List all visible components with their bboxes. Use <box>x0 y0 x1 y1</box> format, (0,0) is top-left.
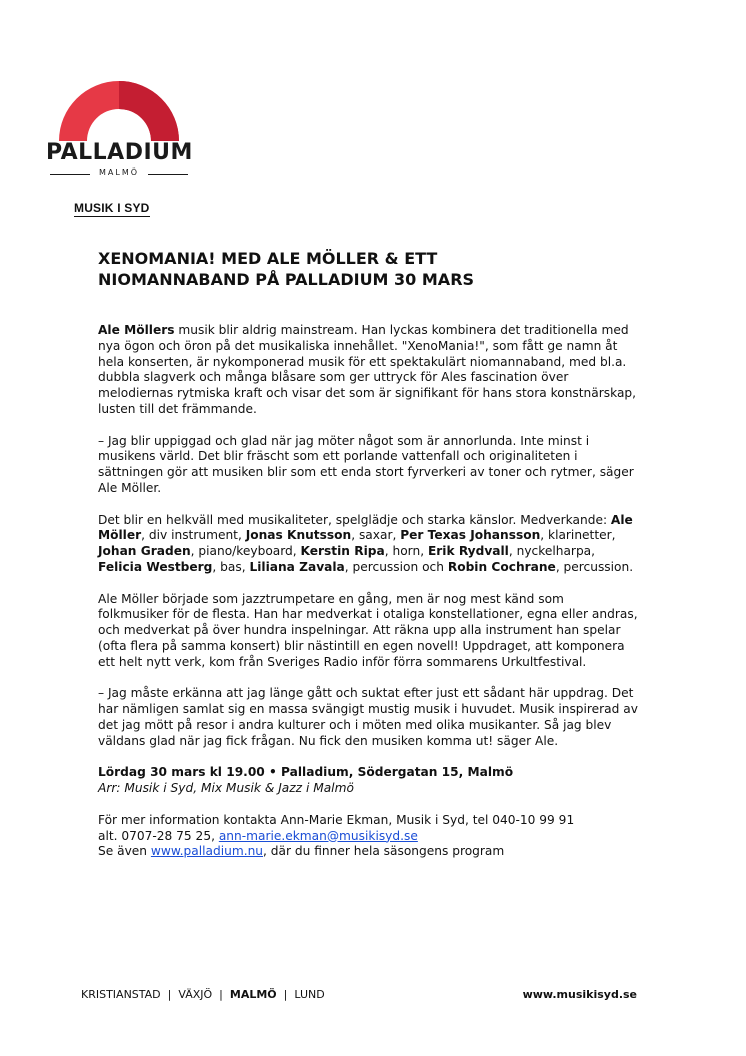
logo-city-line <box>46 168 192 180</box>
paragraph-background: Ale Möller började som jazztrumpetare en gång, men är nog mest känd som folkmusiker för de flesta. Han har medverkat i otaliga konstellationer, egna eller andras, och medverkat på över hundra inspelningar. Att räkna upp alla instrument han spelar (ofta flera på samma konsert) blir nästintill en egen novell! Uppdraget, att komponera ett helt nytt verk, kom från Sveriges Radio inför förra sommarens Urkultfestival. <box>98 591 638 669</box>
contact-info: För mer information kontakta Ann-Marie Ekman, Musik i Syd, tel 040-10 99 91 alt. 0707-28 75 25, ann-marie.ekman@musikisyd.se Se även www.palladium.nu, där du finner hela säsongens program <box>98 812 575 859</box>
paragraph-quote-2: – Jag måste erkänna att jag länge gått och suktat efter just ett sådant här uppdrag. Det har nämligen samlat sig en massa svängigt mustig musik i huvudet. Musik inspirerad av det jag mött på resor i andra kulturer och i möten med olika musikanter. Så jag blev väldans glad när jag fick frågan. Nu fick den musiken komma ut! säger Ale. <box>98 686 638 748</box>
palladium-logo <box>46 55 192 141</box>
footer-cities: KRISTIANSTAD | VÄXJÖ | MALMÖ | LUND <box>81 988 325 1001</box>
logo-wordmark: PALLADIUM <box>46 140 193 165</box>
paragraph-performers: Det blir en helkväll med musikaliteter, spelglädje och starka känslor. Medverkande: Ale Möller, div instrument, Jonas Knutsson, saxar, Per Texas Johansson, klarinetter, Johan Graden, piano/keyboard, Kerstin Ripa, horn, Erik Rydvall, nyckelharpa, Felicia Westberg, bas, Liliana Zavala, percussion och Robin Cochrane, percussion. <box>98 512 634 574</box>
palladium-arch-icon <box>46 55 192 141</box>
footer <box>81 988 637 1001</box>
event-details <box>98 765 638 797</box>
contact-email-link[interactable]: ann-marie.ekman@musikisyd.se <box>218 828 418 843</box>
footer-website-link[interactable]: www.musikisyd.se <box>522 988 637 1001</box>
logo-city: MALMÖ <box>98 168 140 177</box>
event-when-where: Lördag 30 mars kl 19.00 • Palladium, Södergatan 15, Malmö <box>98 765 514 780</box>
press-headline: XENOMANIA! MED ALE MÖLLER & ETT NIOMANNABAND PÅ PALLADIUM 30 MARS <box>98 249 475 289</box>
paragraph-quote-1: – Jag blir uppiggad och glad när jag möter något som är annorlunda. Inte minst i musikens värld. Det blir fräscht som ett porlande vattenfall och originaliteten i sättningen gör att musiken blir som ett enda stort fyrverkeri av toner och rytmer, säger Ale Möller. <box>98 433 634 495</box>
press-body <box>98 323 638 876</box>
palladium-website-link[interactable]: www.palladium.nu <box>150 844 264 859</box>
paragraph-intro: Ale Möllers musik blir aldrig mainstream. Han lyckas kombinera det traditionella med nya ögon och öron på det musikaliska innehållet. "XenoMania!", som fått ge namn åt hela konserten, är nykomponerad musik för ett spektakulärt niomannaband, med bl.a. dubbla slagverk och många blåsare som ger uttryck för Ales fascination över melodiernas rytmiska kraft och visar det som är signifikant för hans stora konstnärskap, lusten till det främmande. <box>98 323 637 416</box>
musik-i-syd-logo: MUSIK I SYD <box>74 201 150 215</box>
event-arranger: Arr: Musik i Syd, Mix Musik & Jazz i Malmö <box>98 781 354 796</box>
